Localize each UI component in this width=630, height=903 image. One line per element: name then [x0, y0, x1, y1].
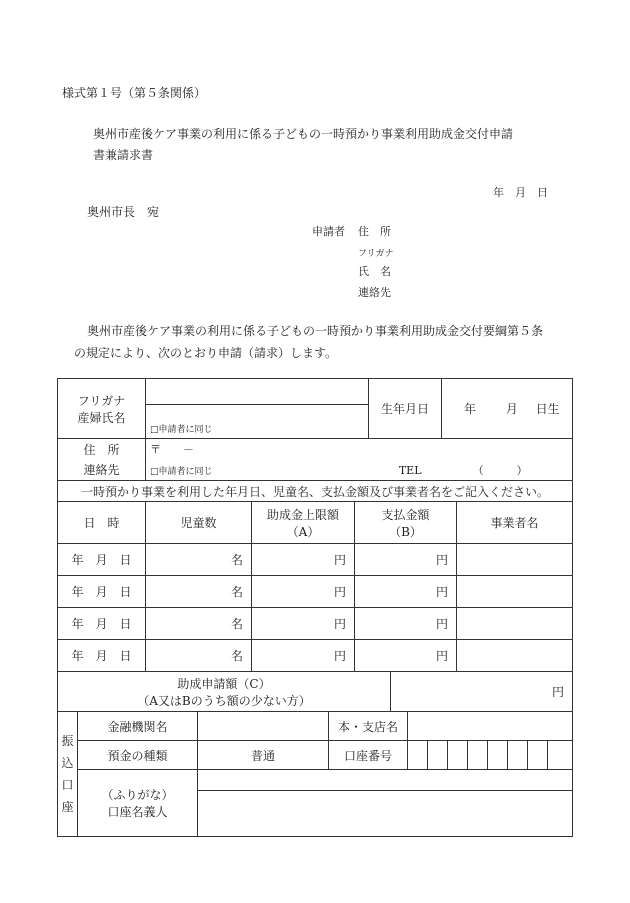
header-date: 日 時	[58, 502, 146, 544]
row-provider-input[interactable]	[457, 544, 573, 576]
form-number: 様式第１号（第５条関係）	[62, 86, 207, 100]
row-limit-input[interactable]: 円	[252, 608, 355, 640]
header-limit	[252, 502, 355, 544]
mother-name-label: 産婦氏名	[77, 410, 126, 425]
account-number-label: 口座番号	[329, 741, 408, 770]
row-limit-input[interactable]: 円	[252, 576, 355, 608]
account-digit-input[interactable]	[468, 741, 488, 770]
row-children-input[interactable]: 名	[146, 576, 252, 608]
subsidy-note: （A又はBのうち額の少ない方）	[137, 693, 311, 708]
header-limit-label: 助成金上限額	[266, 507, 339, 522]
subsidy-table	[57, 671, 573, 712]
dob-day: 日生	[535, 402, 560, 416]
row-limit-input[interactable]: 円	[252, 640, 355, 672]
row-children-input[interactable]: 名	[146, 544, 252, 576]
applicant-contact-label: 連絡先	[358, 286, 391, 299]
application-table	[57, 378, 573, 502]
applicant-name-label: 氏 名	[358, 265, 391, 278]
body-text-line2: の規定により、次のとおり申請（請求）します。	[74, 346, 338, 360]
row-date-input[interactable]: 年 月 日	[58, 608, 146, 640]
bank-name-input[interactable]	[198, 712, 329, 741]
branch-input[interactable]	[408, 712, 573, 741]
holder-kana-input[interactable]	[198, 770, 573, 791]
postal-mark: 〒 －	[150, 443, 194, 457]
dob-month: 月	[505, 402, 518, 416]
subsidy-label-cell	[58, 672, 391, 712]
mother-name-label-cell	[58, 379, 146, 439]
instruction-text: 一時預かり事業を利用した年月日、児童名、支払金額及び事業者名をご記入ください。	[58, 481, 573, 502]
dob-year: 年	[464, 402, 477, 416]
row-children-input[interactable]: 名	[146, 608, 252, 640]
header-paid-sub: （B）	[389, 524, 422, 539]
deposit-type-value[interactable]: 普通	[198, 741, 329, 770]
row-paid-input[interactable]: 円	[355, 640, 457, 672]
account-digit-input[interactable]	[448, 741, 468, 770]
usage-table	[57, 501, 573, 672]
row-provider-input[interactable]	[457, 640, 573, 672]
subsidy-amount-input[interactable]: 円	[391, 672, 573, 712]
account-digit-input[interactable]	[548, 741, 573, 770]
row-children-input[interactable]: 名	[146, 640, 252, 672]
contact-label: 連絡先	[58, 460, 146, 481]
account-digit-input[interactable]	[428, 741, 448, 770]
transfer-char: 座	[61, 800, 74, 814]
row-limit-input[interactable]: 円	[252, 544, 355, 576]
holder-kana-label: （ふりがな）	[101, 788, 174, 802]
deposit-type-label: 預金の種類	[78, 741, 198, 770]
holder-name-label: 口座名義人	[107, 805, 168, 819]
table-row	[58, 640, 573, 672]
addressee: 奥州市長 宛	[87, 205, 160, 219]
furigana-input[interactable]	[146, 379, 369, 405]
subsidy-label: 助成申請額（C）	[177, 676, 271, 691]
dob-label: 生年月日	[369, 379, 442, 439]
transfer-char: 込	[61, 756, 74, 770]
bank-name-label: 金融機関名	[78, 712, 198, 741]
contact-input[interactable]	[146, 460, 573, 481]
account-digit-input[interactable]	[528, 741, 548, 770]
date-field[interactable]: 年 月 日	[493, 186, 548, 199]
row-paid-input[interactable]: 円	[355, 576, 457, 608]
furigana-label: フリガナ	[77, 393, 126, 408]
account-digit-input[interactable]	[508, 741, 528, 770]
mother-name-input[interactable]	[146, 405, 369, 439]
transfer-char: 口	[61, 778, 74, 792]
applicant-address-label: 住 所	[358, 225, 391, 238]
same-as-applicant-checkbox[interactable]: □申請者に同じ	[150, 425, 213, 435]
form-title-line2: 書兼請求書	[93, 148, 154, 162]
transfer-account-label	[58, 712, 78, 837]
header-provider: 事業者名	[457, 502, 573, 544]
header-paid	[355, 502, 457, 544]
account-digit-input[interactable]	[408, 741, 428, 770]
account-digit-input[interactable]	[488, 741, 508, 770]
form-title-line1: 奥州市産後ケア事業の利用に係る子どもの一時預かり事業利用助成金交付申請	[93, 127, 514, 141]
row-provider-input[interactable]	[457, 576, 573, 608]
tel-label: TEL	[398, 463, 422, 477]
header-paid-label: 支払金額	[381, 507, 430, 522]
header-limit-sub: （A）	[286, 524, 320, 539]
row-paid-input[interactable]: 円	[355, 544, 457, 576]
address-input[interactable]	[146, 439, 573, 460]
bank-transfer-table	[57, 711, 573, 837]
contact-same-as-applicant-checkbox[interactable]: □申請者に同じ	[150, 466, 213, 477]
applicant-furigana-label: フリガナ	[358, 249, 394, 259]
row-paid-input[interactable]: 円	[355, 608, 457, 640]
body-text-line1: 奥州市産後ケア事業の利用に係る子どもの一時預かり事業利用助成金交付要綱第５条	[87, 324, 544, 338]
transfer-char: 振	[61, 734, 74, 748]
address-label: 住 所	[58, 439, 146, 460]
row-provider-input[interactable]	[457, 608, 573, 640]
row-date-input[interactable]: 年 月 日	[58, 640, 146, 672]
row-date-input[interactable]: 年 月 日	[58, 544, 146, 576]
header-children: 児童数	[146, 502, 252, 544]
row-date-input[interactable]: 年 月 日	[58, 576, 146, 608]
table-row	[58, 576, 573, 608]
tel-parens: （ ）	[472, 463, 528, 477]
table-row	[58, 608, 573, 640]
branch-label: 本・支店名	[329, 712, 408, 741]
applicant-heading: 申請者	[312, 225, 345, 238]
dob-input[interactable]	[442, 379, 573, 439]
table-row	[58, 544, 573, 576]
holder-name-input[interactable]	[198, 791, 573, 837]
account-holder-label-cell	[78, 770, 198, 837]
